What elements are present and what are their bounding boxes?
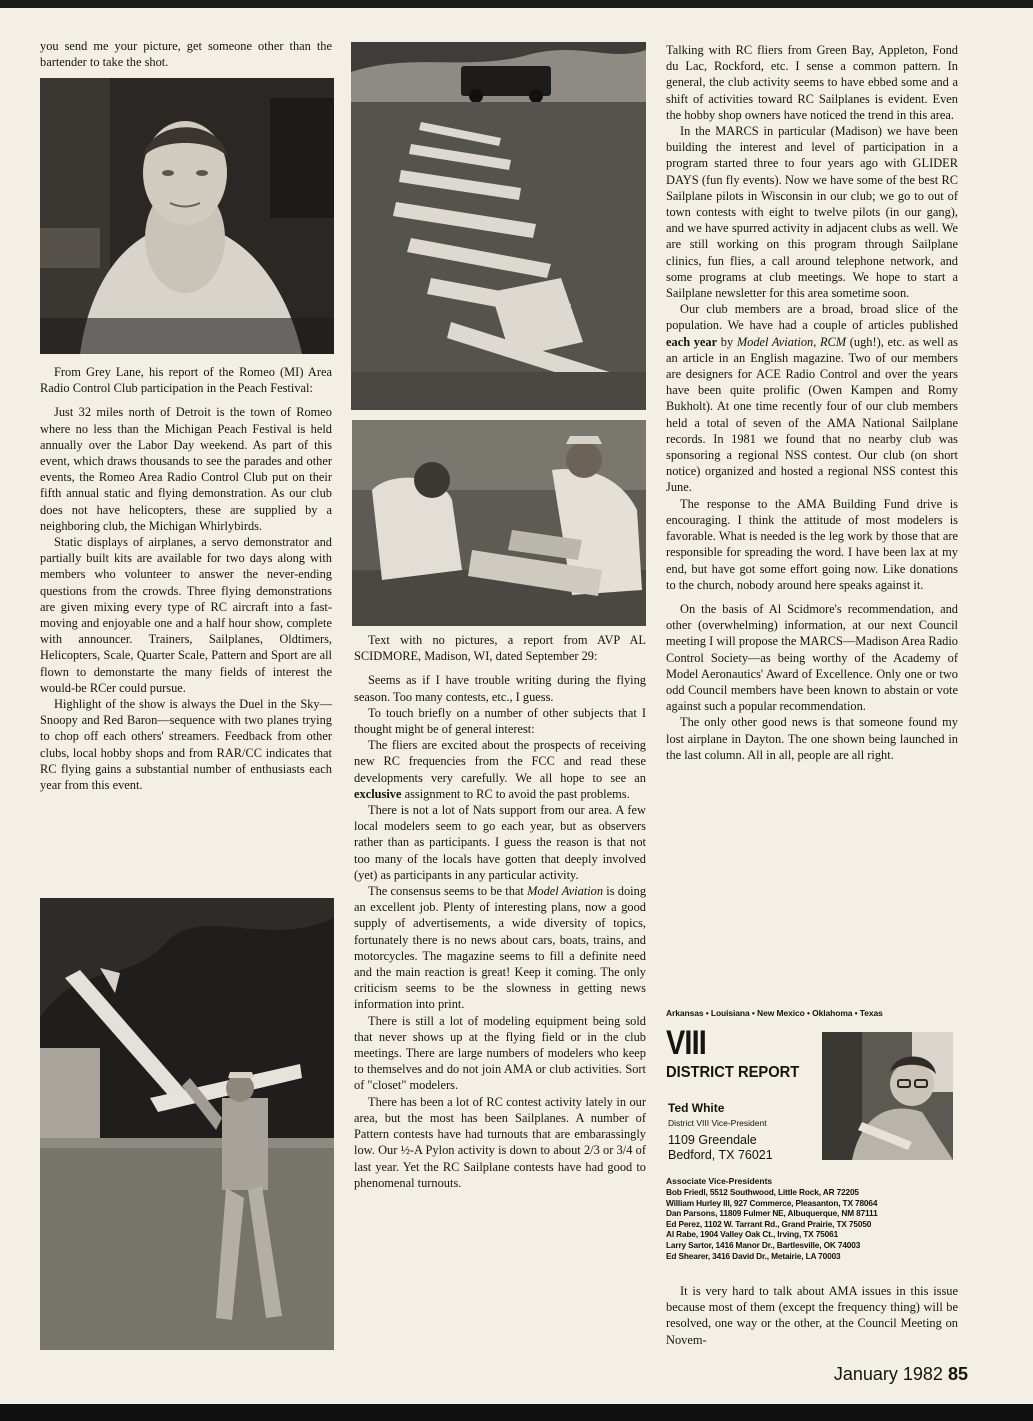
scidmore-paragraph-5: The consensus seems to be that Model Aviation is doing an excellent job. Plenty of interesting plans, now a good supply of advertisements, a wide diversity of topics, fortunately there is no news about cars, boats, trains, and motorcycles. The magazine seems to fill a definite need and the main reaction is great! Keep it coming. The only criticism seems to be the slowness in getting news information into print. [354, 884, 647, 1012]
romeo-paragraph-2: Static displays of airplanes, a servo demonstrator and partially built kits are available for two days along with members who volunteer to answer the never-ending questions from the crowds. Three flying demonstrations are given mixing every type of RC aircraft into a fast-moving and enjoyable one and a half hour show, complete with announcer. Trainers, Sailplanes, Oldtimers, Helicopters, Scale, Quarter Scale, Pattern and Sport are all flown to demonstarte the many fields of interest the would-be RCer could pursue. [40, 535, 332, 695]
intro-paragraph: you send me your picture, get someone other than the bartender to take the shot. [40, 39, 332, 70]
district-numeral: VIII [666, 1024, 706, 1062]
vp-name: Ted White [668, 1101, 725, 1115]
sailplane-launch-photo [40, 898, 334, 1350]
scidmore-paragraph-2: To touch briefly on a number of other subjects that I thought might be of general interest: [354, 705, 646, 737]
field-repair-photo [352, 420, 646, 626]
vp-role: District VIII Vice-President [668, 1118, 767, 1128]
assoc-vp-list [666, 1187, 961, 1261]
scidmore-caption: Text with no pictures, a report from AVP AL SCIDMORE, Madison, WI, dated September 29: [354, 633, 646, 664]
assoc-vp-entry: Ed Shearer, 3416 David Dr., Metairie, LA 70003 [666, 1250, 841, 1261]
column-1 [40, 38, 332, 70]
col3-paragraph-2: In the MARCS in particular (Madison) we have been building the interest and level of participation in a program started three to four years ago with GLIDER DAYS (fun fly events). Now we have some of the best RC Sailplane pilots in Wisconsin in our club; we go to out of town contests with eight to twelve pilots (in our gang), and we have spurred activity in adjacent clubs as well. We are still working on this program through Sailplane clinics, fun flies, a call around telephone network, and some programs at club meetings. We hope to start a Sailplane newsletter for this area sometime soon. [666, 124, 958, 301]
vp-address-line-1: 1109 Greendale [668, 1133, 757, 1147]
district-states: Arkansas • Louisiana • New Mexico • Oklahoma • Texas [666, 1008, 883, 1018]
portrait-photo [40, 78, 334, 354]
assoc-vp-entry: Bob Friedl, 5512 Southwood, Little Rock, AR 72205 [666, 1187, 859, 1197]
page-footer [788, 1364, 968, 1385]
col3-paragraph-5: On the basis of Al Scidmore's recommendation, and other (overwhelming) information, at our next Council meeting I will propose the MARCS—Madison Area Radio Control Society—as being worthy of the Academy of Model Aeronautics' Award of Excellence. Only one or two odd Council members have been known to abstain or vote against such a popular recommendation. [666, 601, 958, 714]
column-2-text [354, 632, 646, 1191]
scidmore-paragraph-7: There has been a lot of RC contest activity lately in our area, but the most has been Sailplanes. A number of Pattern contests have had turnouts that are embarassingly low. Our ½-A Pylon activity is down to about 2/3 or 3/4 of last year. Yet the RC Sailplane contests have had good to phenomenal turnouts. [354, 1094, 646, 1190]
scidmore-paragraph-6: There is still a lot of modeling equipment being sold that never shows up at the flying field or in the club meetings. There are large numbers of modelers who keep to themselves and do not join AMA or club activities. Sort of "closet" modelers. [354, 1013, 646, 1093]
col3-paragraph-6: The only other good news is that someone found my lost airplane in Dayton. The one shown being launched in the last column. All in all, people are all right. [666, 715, 958, 762]
district-report-title: DISTRICT REPORT [666, 1064, 800, 1081]
page-number: 85 [947, 1364, 968, 1384]
col3-paragraph-1: Talking with RC fliers from Green Bay, Appleton, Fond du Lac, Rockford, etc. I sense a common pattern. In general, the club activity seems to have ebbed some and a shift of activities toward RC Sailplanes is evident. Even the hobby shop owners have noticed the trend in this area. [666, 43, 958, 122]
column-3-text [666, 42, 958, 763]
column-1-text [40, 364, 332, 793]
district-vp-photo [822, 1032, 953, 1160]
assoc-vp-entry: Ed Perez, 1102 W. Tarrant Rd., Grand Prairie, TX 75050 [666, 1218, 872, 1229]
assoc-vp-heading: Associate Vice-Presidents [666, 1176, 773, 1186]
romeo-paragraph-3: Highlight of the show is always the Duel in the Sky—Snoopy and Red Baron—sequence with two planes trying to chop off each others' streamers. Feedback from other clubs, local hobby shops and from RAR/CC indicates that RC flying gains a substantial number of enthusiasts each year from this event. [40, 697, 332, 793]
scidmore-paragraph-4: There is not a lot of Nats support from our area. A few local modelers seem to go each year, but as observers rather than as participants. I guess the reason is that not too many of the locals have gotten that deeply involved (yet) as participants in any particular activity. [354, 803, 646, 882]
scidmore-paragraph-1: Seems as if I have trouble writing during the flying season. Too many contests, etc., I guess. [354, 673, 646, 704]
scidmore-paragraph-3: The fliers are excited about the prospects of receiving new RC frequencies from the FCC and read these developments very carefully. We all hope to see an exclusive assignment to RC to avoid the past problems. [354, 738, 646, 801]
assoc-vp-entry: Al Rabe, 1904 Valley Oak Ct., Irving, TX 75061 [666, 1229, 839, 1240]
portrait-caption: From Grey Lane, his report of the Romeo (MI) Area Radio Control Club participation in the Peach Festival: [40, 365, 332, 396]
column-3-closing [666, 1283, 958, 1348]
assoc-vp-entry: William Hurley III, 927 Commerce, Pleasanton, TX 78064 [666, 1197, 878, 1208]
romeo-paragraph-1: Just 32 miles north of Detroit is the town of Romeo where no less than the Michigan Peach Festival is held annually over the Labor Day weekend. As part of this event, which draws thousands to see the parades and other events, the Romeo Area Radio Control Club put on their fifth annual static and flying demonstration. As our club does not have helicopters, these are supplied by a neighboring club, the Michigan Whirlybirds. [40, 405, 332, 533]
aircraft-lineup-photo [351, 42, 646, 410]
footer-date: January 1982 [833, 1364, 943, 1384]
assoc-vp-entry: Larry Sartor, 1416 Manor Dr., Bartlesville, OK 74003 [666, 1239, 861, 1250]
col3-paragraph-7: It is very hard to talk about AMA issues in this issue because most of them (except the frequency thing) will be resolved, one way or the other, at the Council Meeting on Novem- [666, 1284, 958, 1347]
assoc-vp-entry: Dan Parsons, 11809 Fulmer NE, Albuquerque, NM 87111 [666, 1208, 878, 1219]
scan-edge-bottom [0, 1404, 1033, 1421]
col3-paragraph-3: Our club members are a broad, broad slice of the population. We have had a couple of articles published each year by Model Aviation, RCM (ugh!), etc. as well as an article in an English magazine. Two of our members are designers for ACE Radio Control and over the years have been quite prolific (Owen Kampen and Romy Bukholt). At one time recently four of our club members held a total of seven of the AMA National Sailplane records. In 1981 we found that no nearby club was sponsoring a regional NSS contest. Our club (on short notice) organized and hosted a regional NSS contest this June. [666, 302, 958, 495]
scan-edge-top [0, 0, 1033, 8]
vp-address-line-2: Bedford, TX 76021 [668, 1148, 773, 1162]
col3-paragraph-4: The response to the AMA Building Fund drive is encouraging. I think the attitude of most modelers is favorable. What is needed is the leg work by those that are responsible for spreading the word. I have been lax at my end, but have got some effort going now. Like donations to the church, nobody around here speaks against it. [666, 496, 958, 592]
